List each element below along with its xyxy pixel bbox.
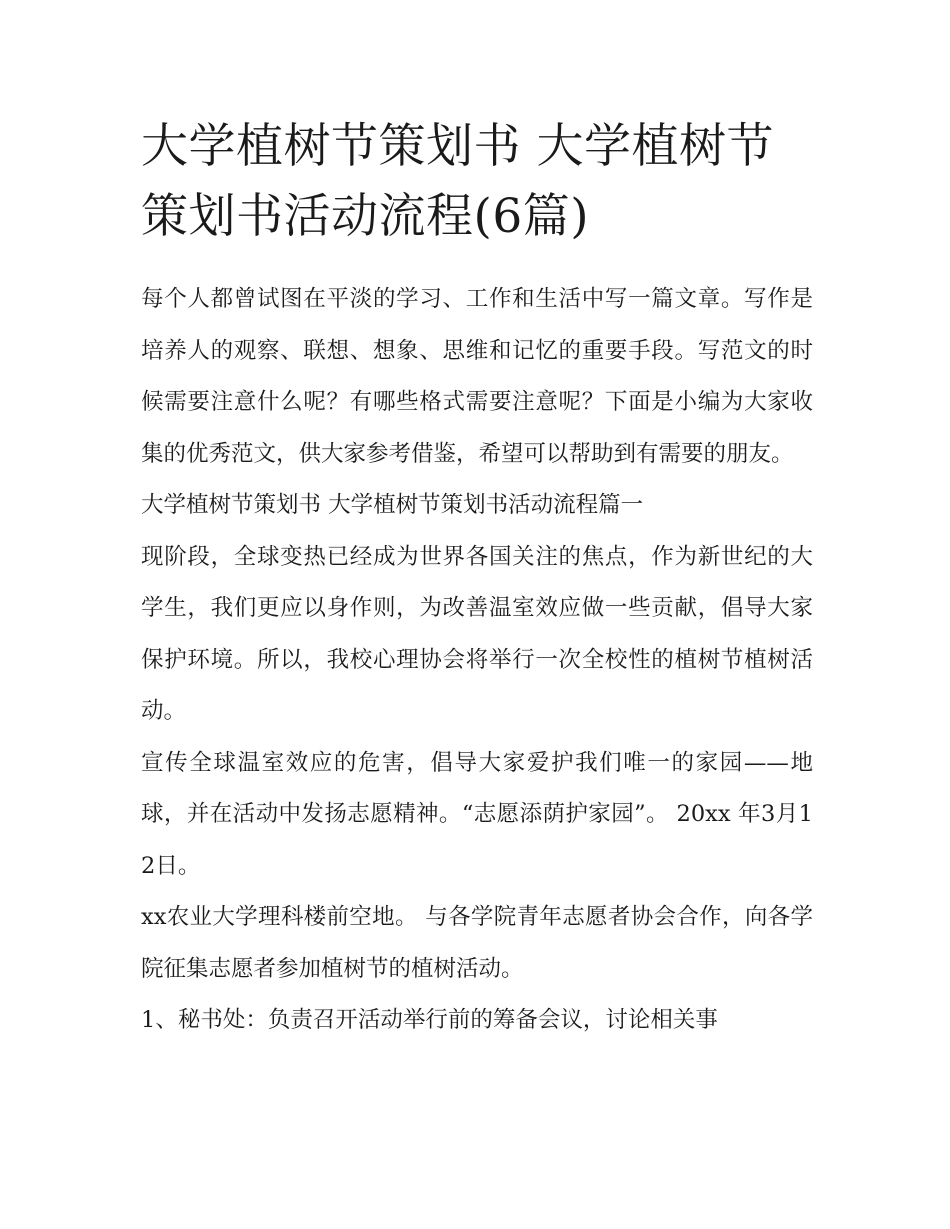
document-title: 大学植树节策划书 大学植树节策划书活动流程(6篇) bbox=[141, 119, 774, 244]
intro-paragraph: 每个人都曾试图在平淡的学习、工作和生活中写一篇文章。写作是培养人的观察、联想、想象、思维和记忆的重要手段。写范文的时候需要注意什么呢？有哪些格式需要注意呢？下面是小编为大家收集的优秀范文，供大家参考借鉴，希望可以帮助到有需要的朋友。 bbox=[141, 286, 813, 467]
section-heading: 大学植树节策划书 大学植树节策划书活动流程篇一 bbox=[141, 492, 644, 518]
document-page bbox=[141, 112, 813, 1047]
purpose-paragraph: 宣传全球温室效应的危害，倡导大家爱护我们唯一的家园——地球，并在活动中发扬志愿精神。“志愿添荫护家园”。 20xx 年3月12日。 bbox=[141, 749, 813, 879]
duty-paragraph: 1、秘书处：负责召开活动举行前的筹备会议，讨论相关事 bbox=[141, 1007, 718, 1033]
document-body bbox=[141, 274, 813, 1047]
location-paragraph: xx农业大学理科楼前空地。 与各学院青年志愿者协会合作，向各学院征集志愿者参加植树节的植树活动。 bbox=[141, 904, 813, 982]
background-paragraph: 现阶段，全球变热已经成为世界各国关注的焦点，作为新世纪的大学生，我们更应以身作则，为改善温室效应做一些贡献，倡导大家保护环境。所以，我校心理协会将举行一次全校性的植树节植树活动。 bbox=[141, 543, 813, 724]
